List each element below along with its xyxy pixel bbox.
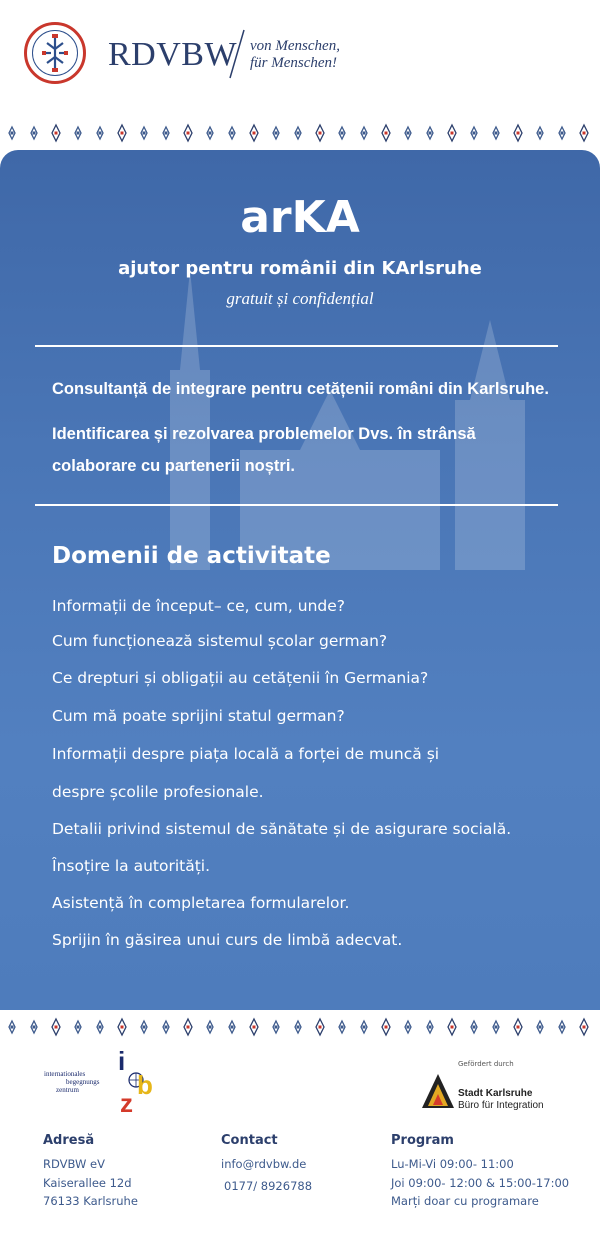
ornament-motif-icon — [273, 1021, 279, 1033]
program-label: Program — [391, 1133, 454, 1148]
ornament-motif-icon — [427, 1021, 433, 1033]
ornament-motif-icon — [97, 1021, 103, 1033]
stadt-karlsruhe-logo-icon — [420, 1072, 456, 1112]
activity-item: Cum funcționează sistemul școlar german? — [52, 632, 388, 650]
divider-top — [35, 345, 558, 347]
ornament-motif-icon — [382, 1019, 390, 1035]
ornament-motif-icon — [537, 127, 543, 139]
ornament-motif-icon — [514, 125, 522, 141]
address-line: Kaiserallee 12d — [43, 1176, 132, 1190]
ornament-motif-icon — [361, 127, 367, 139]
ornament-motif-icon — [31, 1021, 37, 1033]
ibz-logo-text — [44, 1070, 99, 1094]
ornament-motif-icon — [273, 127, 279, 139]
stadt-name: Stadt Karlsruhe — [458, 1088, 533, 1099]
ornament-motif-icon — [471, 1021, 477, 1033]
activity-item: Sprijin în găsirea unui curs de limbă adecvat. — [52, 931, 403, 949]
funded-by-label: Gefördert durch — [458, 1060, 514, 1068]
hero-tagline: gratuit și confidențial — [226, 289, 374, 308]
program-line: Lu-Mi-Vi 09:00- 11:00 — [391, 1157, 514, 1171]
program-line: Marți doar cu programare — [391, 1194, 539, 1208]
ornament-motif-icon — [163, 127, 169, 139]
intro-line-1: Consultanță de integrare pentru cetățenii români din Karlsruhe. — [52, 380, 549, 398]
ornament-motif-icon — [316, 125, 324, 141]
ornament-motif-icon — [207, 1021, 213, 1033]
hero-title: arKA — [240, 192, 360, 243]
ibz-text-line: internationales — [44, 1070, 86, 1078]
stadt-department: Büro für Integration — [458, 1100, 544, 1111]
divider-bottom — [35, 504, 558, 506]
ornament-motif-icon — [580, 1019, 588, 1035]
ornament-motif-icon — [52, 1019, 60, 1035]
contact-label: Contact — [221, 1133, 278, 1148]
ornament-motif-icon — [471, 127, 477, 139]
ornament-motif-icon — [405, 127, 411, 139]
ibz-text-line: zentrum — [56, 1086, 79, 1094]
ornament-motif-icon — [580, 125, 588, 141]
rdvbw-logo-icon — [24, 22, 86, 84]
ornament-motif-icon — [493, 1021, 499, 1033]
ornament-motif-icon — [295, 1021, 301, 1033]
ornament-motif-icon — [493, 127, 499, 139]
ornament-motif-icon — [339, 1021, 345, 1033]
ornament-motif-icon — [207, 127, 213, 139]
ornament-motif-icon — [52, 125, 60, 141]
ornament-motif-icon — [141, 1021, 147, 1033]
activity-item: Asistență în completarea formularelor. — [52, 894, 350, 912]
top-ornament-row — [0, 121, 600, 145]
email-link[interactable]: info@rdvbw.de — [221, 1157, 307, 1171]
ornament-motif-icon — [9, 127, 15, 139]
ornament-motif-icon — [118, 1019, 126, 1035]
ornament-motif-icon — [229, 1021, 235, 1033]
ibz-letter-b: b — [137, 1070, 153, 1100]
activity-item: Detalii privind sistemul de sănătate și de asigurare socială. — [52, 820, 512, 838]
ibz-letter-z: z — [120, 1088, 133, 1118]
ornament-motif-icon — [163, 1021, 169, 1033]
tagline-line1: von Menschen, — [250, 38, 340, 54]
address-label: Adresă — [43, 1133, 95, 1148]
ornament-motif-icon — [514, 1019, 522, 1035]
ornament-motif-icon — [97, 127, 103, 139]
brand-divider — [226, 28, 248, 80]
address-line: RDVBW eV — [43, 1157, 105, 1171]
ornament-motif-icon — [559, 1021, 565, 1033]
ornament-motif-icon — [184, 1019, 192, 1035]
ornament-motif-icon — [339, 127, 345, 139]
ornament-motif-icon — [316, 1019, 324, 1035]
activity-item: Informații de început– ce, cum, unde? — [52, 597, 346, 615]
ornament-motif-icon — [9, 1021, 15, 1033]
ornament-motif-icon — [537, 1021, 543, 1033]
activity-item: Cum mă poate sprijini statul german? — [52, 707, 345, 725]
ornament-motif-icon — [361, 1021, 367, 1033]
ornament-motif-icon — [184, 125, 192, 141]
ornament-motif-icon — [448, 1019, 456, 1035]
ornament-motif-icon — [427, 127, 433, 139]
activity-item: Ce drepturi și obligații au cetățenii în Germania? — [52, 669, 429, 687]
activities-title: Domenii de activitate — [52, 543, 331, 569]
ornament-motif-icon — [382, 125, 390, 141]
ornament-motif-icon — [405, 1021, 411, 1033]
ornament-motif-icon — [295, 127, 301, 139]
ornament-motif-icon — [31, 127, 37, 139]
tagline-line2: für Menschen! — [250, 55, 338, 71]
ornament-motif-icon — [559, 127, 565, 139]
program-line: Joi 09:00- 12:00 & 15:00-17:00 — [391, 1176, 570, 1190]
ornament-motif-icon — [75, 1021, 81, 1033]
ornament-motif-icon — [250, 1019, 258, 1035]
phone-number[interactable]: 0177/ 8926788 — [224, 1179, 313, 1193]
ornament-motif-icon — [448, 125, 456, 141]
background-castle-silhouette — [0, 150, 600, 1010]
activity-item: Informații despre piața locală a forței de muncă și — [52, 745, 440, 763]
bottom-ornament-row — [0, 1015, 600, 1039]
ornament-motif-icon — [250, 125, 258, 141]
ornament-motif-icon — [141, 127, 147, 139]
intro-line-2: Identificarea și rezolvarea problemelor Dvs. în strânsă — [52, 425, 476, 443]
ornament-motif-icon — [75, 127, 81, 139]
hero-subtitle: ajutor pentru românii din KArlsruhe — [118, 258, 482, 279]
ibz-letter-i: i — [118, 1046, 126, 1076]
ornament-motif-icon — [229, 127, 235, 139]
intro-line-3: colaborare cu partenerii noștri. — [52, 457, 295, 475]
ornament-motif-icon — [118, 125, 126, 141]
activity-item: despre școlile profesionale. — [52, 783, 264, 801]
ibz-text-line: begegnungs — [66, 1078, 100, 1086]
activity-item: Însoțire la autorități. — [52, 857, 211, 875]
address-line: 76133 Karlsruhe — [43, 1194, 138, 1208]
brand-name: RDVBW — [108, 36, 238, 73]
brand-tagline — [250, 38, 340, 72]
